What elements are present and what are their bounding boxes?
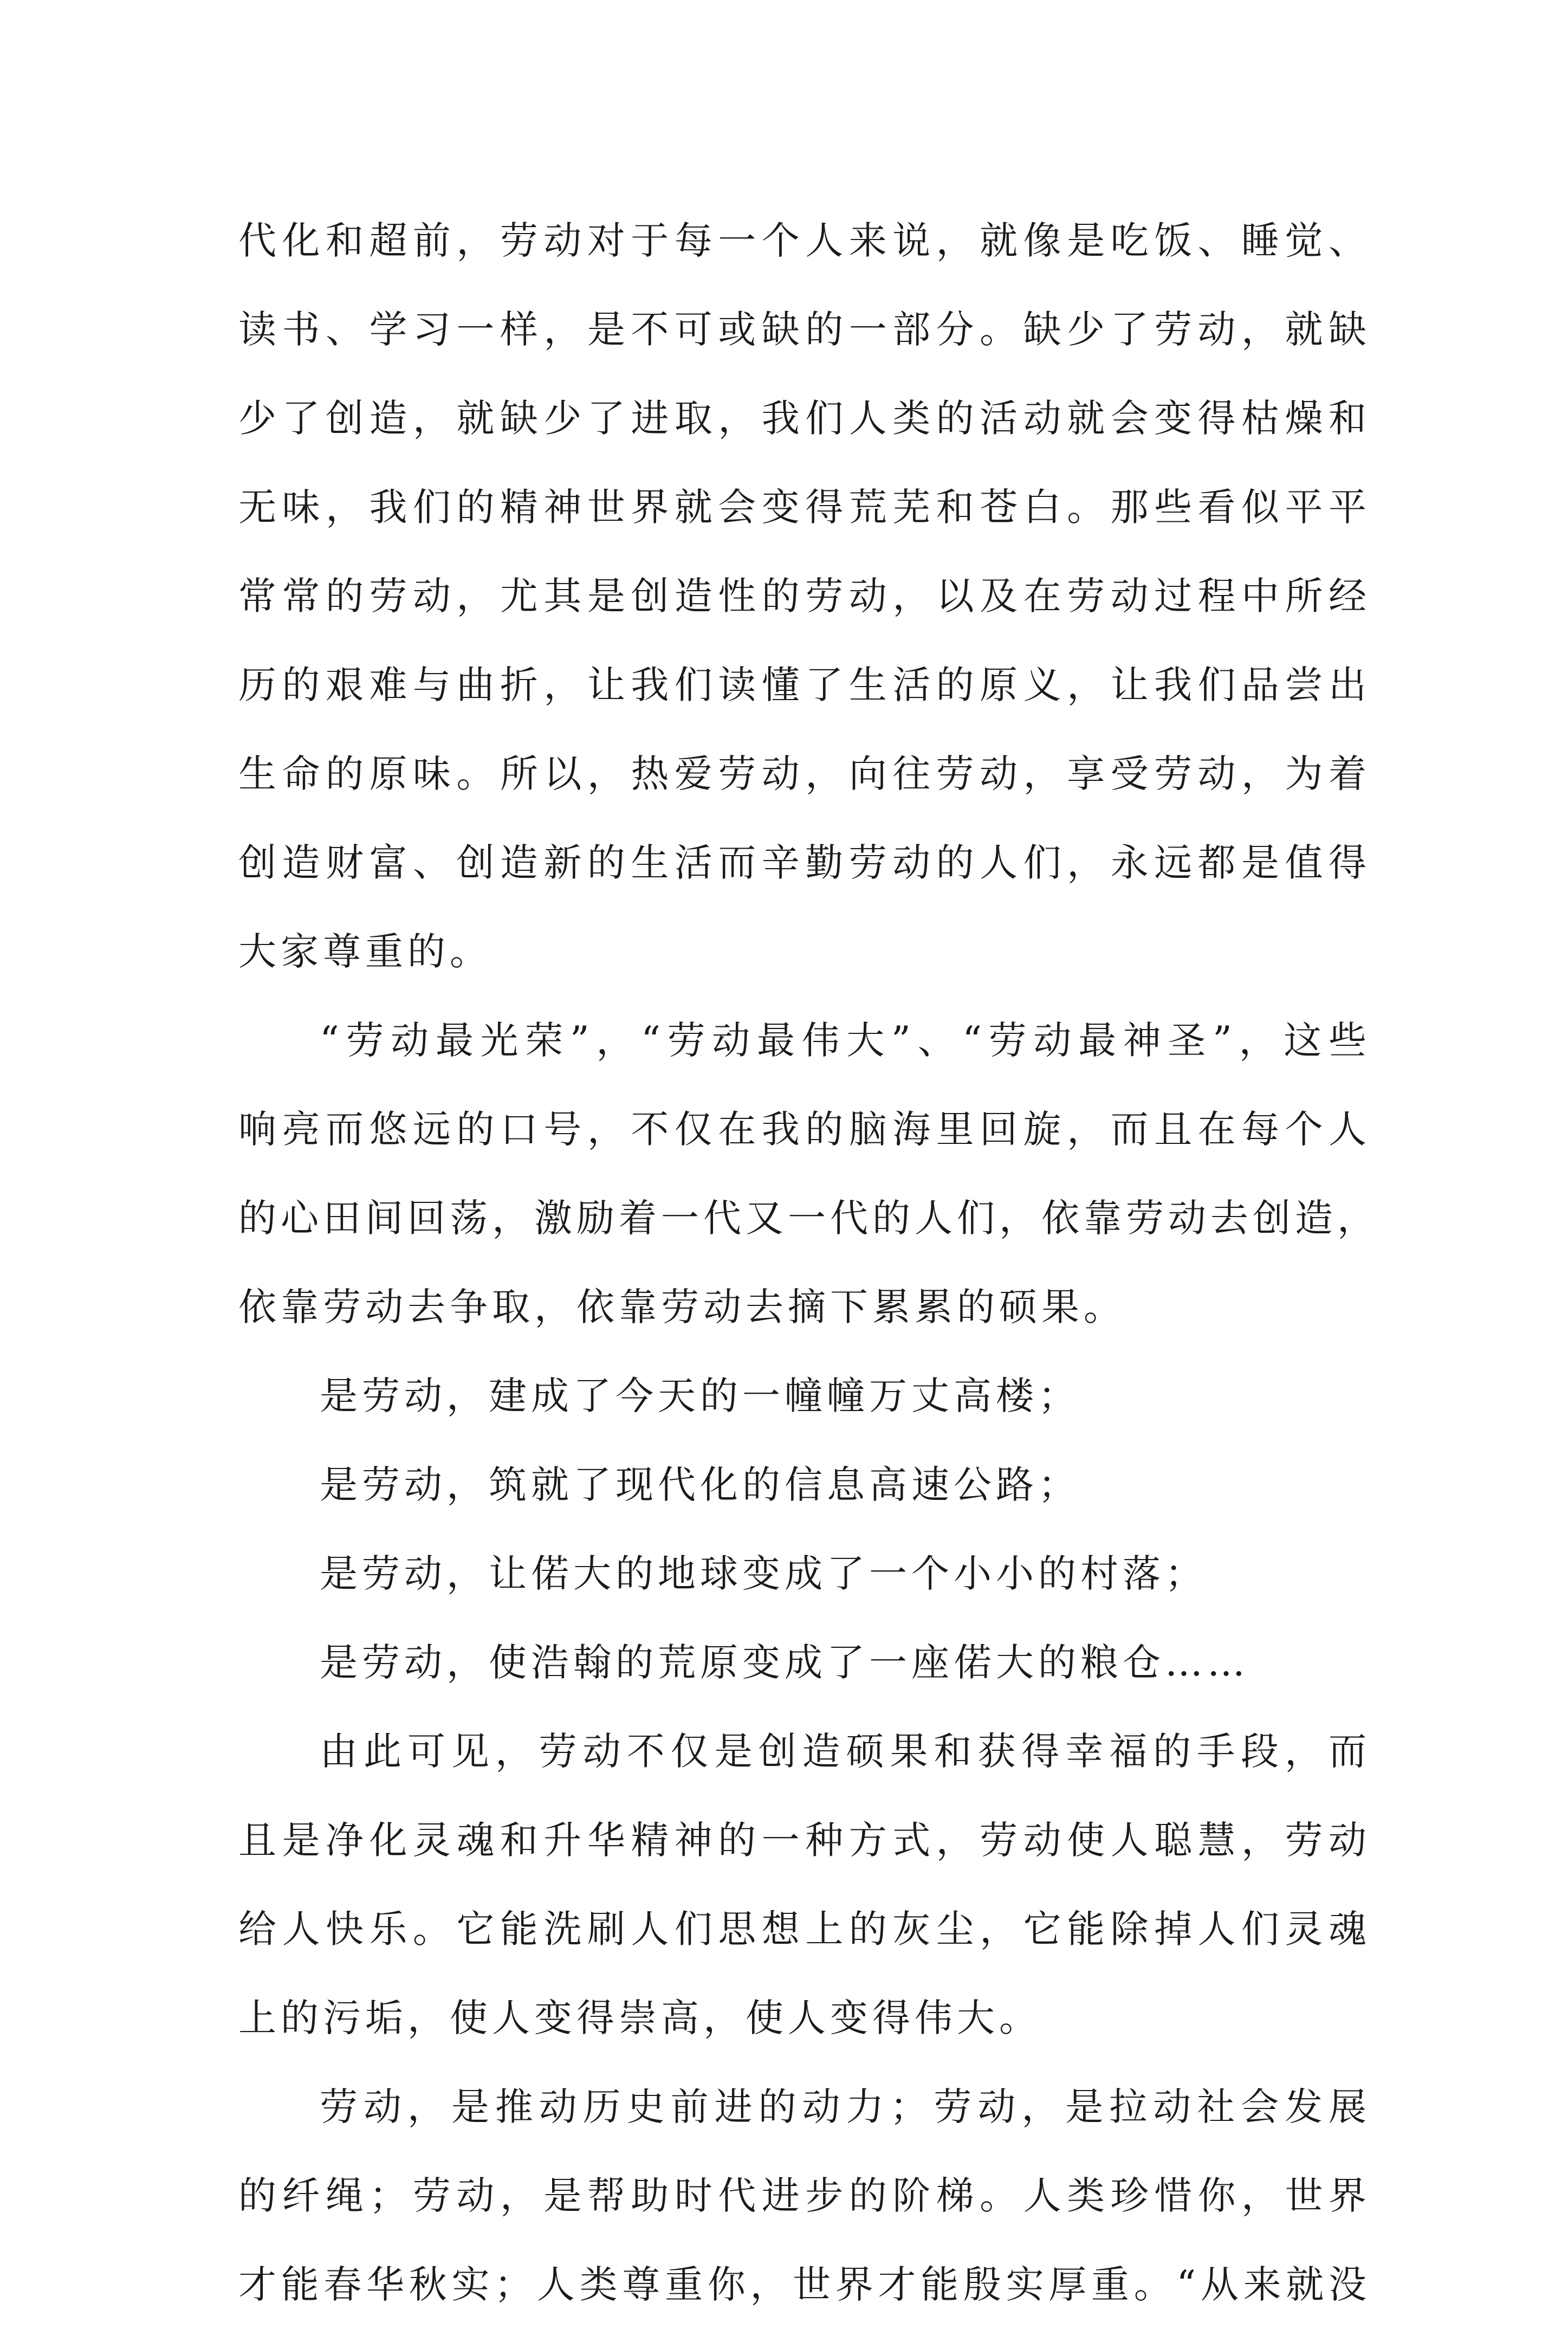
paragraph-start-line: 是劳动，筑就了现代化的信息高速公路； [320,1463,1080,1507]
text-line: 生命的原味。所以，热爱劳动，向往劳动，享受劳动，为着 [238,752,1371,796]
text-line: 才能春华秋实；人类尊重你，世界才能殷实厚重。“从来就没 [238,2262,1371,2307]
paragraph-start-line: 是劳动，使浩翰的荒原变成了一座偌大的粮仓…… [320,1640,1249,1685]
text-line: 且是净化灵魂和升华精神的一种方式，劳动使人聪慧，劳动 [238,1818,1371,1862]
text-line: 大家尊重的。 [238,929,492,974]
text-line: 响亮而悠远的口号，不仅在我的脑海里回旋，而且在每个人 [238,1107,1371,1151]
text-line: 的心田间回荡，激励着一代又一代的人们，依靠劳动去创造， [238,1196,1379,1240]
body-text [238,196,1379,2329]
text-line: 依靠劳动去争取，依靠劳动去摘下累累的硕果。 [238,1285,1126,1329]
paragraph-start-line: 是劳动，建成了今天的一幢幢万丈高楼； [320,1374,1080,1418]
text-line: 给人快乐。它能洗刷人们思想上的灰尘，它能除掉人们灵魂 [238,1907,1371,1951]
text-line: 无味，我们的精神世界就会变得荒芜和苍白。那些看似平平 [238,485,1371,529]
text-line: 上的污垢，使人变得崇高，使人变得伟大。 [238,1996,1041,2040]
text-line: 常常的劳动，尤其是创造性的劳动，以及在劳动过程中所经 [238,574,1371,618]
text-line: 历的艰难与曲折，让我们读懂了生活的原义，让我们品尝出 [238,663,1371,707]
text-line: 读书、学习一样，是不可或缺的一部分。缺少了劳动，就缺 [238,307,1371,352]
paragraph-start-line: 是劳动，让偌大的地球变成了一个小小的村落； [320,1551,1207,1596]
text-line: 代化和超前，劳动对于每一个人来说，就像是吃饭、睡觉、 [238,218,1371,263]
text-line: 少了创造，就缺少了进取，我们人类的活动就会变得枯燥和 [238,396,1371,441]
paragraph-start-line: 劳动，是推动历史前进的动力；劳动，是拉动社会发展 [320,2085,1371,2129]
text-line: 创造财富、创造新的生活而辛勤劳动的人们，永远都是值得 [238,840,1371,885]
paragraph-start-line: 由此可见，劳动不仅是创造硕果和获得幸福的手段，而 [320,1729,1371,1774]
paragraph-start-line: “劳动最光荣”，“劳动最伟大”、“劳动最神圣”，这些 [320,1018,1371,1063]
text-line: 的纤绳；劳动，是帮助时代进步的阶梯。人类珍惜你，世界 [238,2173,1371,2218]
